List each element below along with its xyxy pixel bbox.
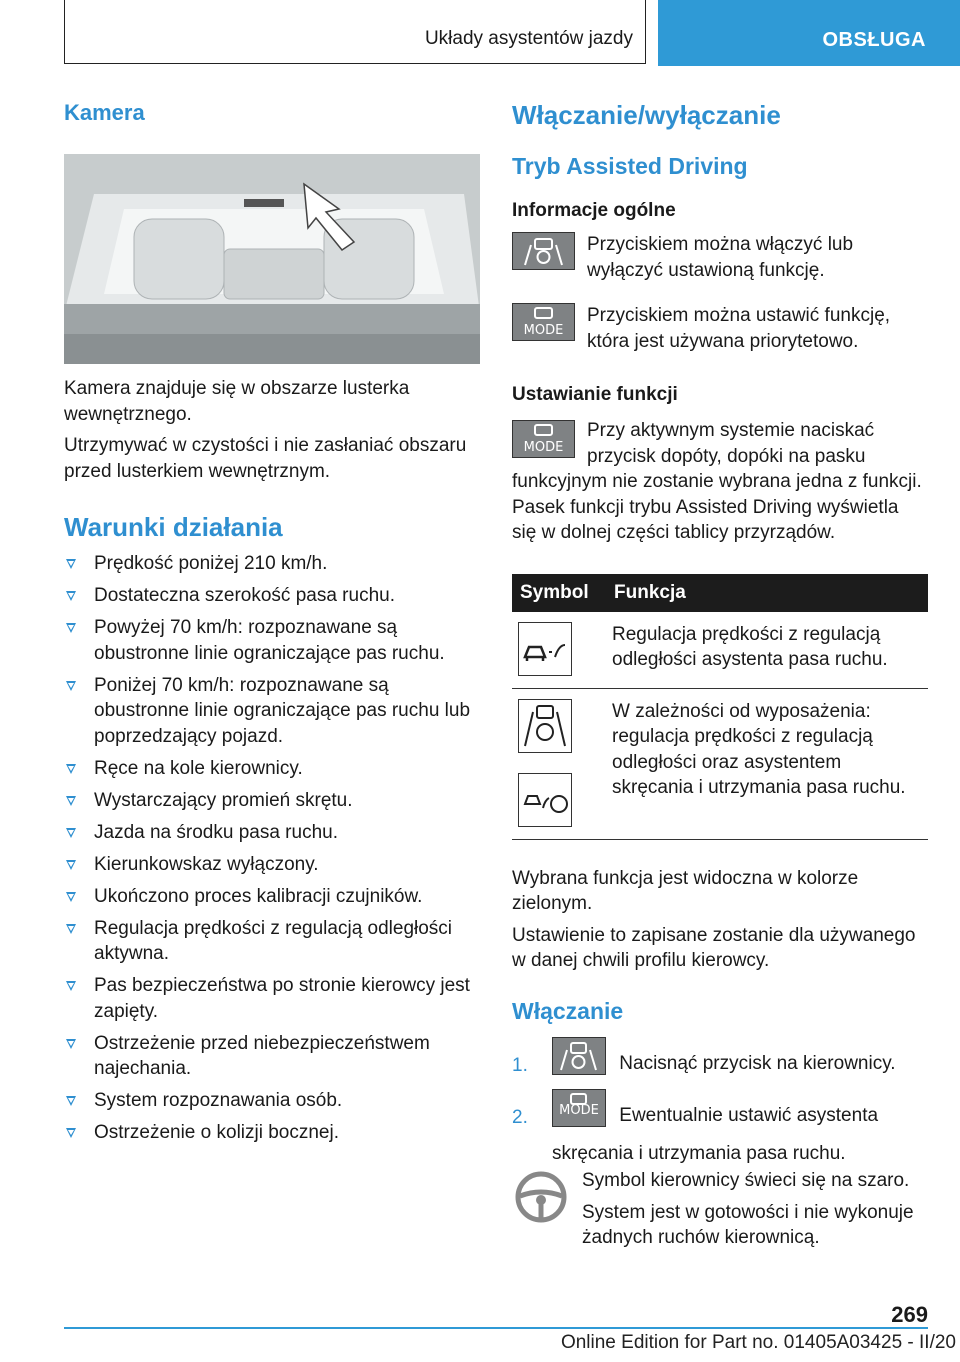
chapter-title: Układy asystentów jazdy — [424, 28, 633, 49]
list-item: Jazda na środku pasa ruchu. — [64, 820, 480, 846]
right-column — [512, 100, 928, 1251]
camera-heading: Kamera — [64, 100, 145, 125]
function-table — [512, 574, 928, 840]
steering-lane-icon — [518, 773, 572, 827]
triangle-bullet-icon — [66, 591, 76, 601]
list-item: Ostrzeżenie przed niebezpieczeństwem najechania. — [64, 1031, 480, 1082]
profile-note: Ustawienie to zapisane zostanie dla używanego w danej chwili profilu kierowcy. — [512, 924, 916, 971]
function-description-1: Regulacja prędkości z regulacją odległości asystenta pasa ruchu. — [606, 612, 928, 689]
triangle-bullet-icon — [66, 796, 76, 806]
steering-wheel-icon — [512, 1168, 570, 1226]
setting-block — [512, 418, 928, 546]
mode-button-icon — [512, 303, 575, 341]
triangle-bullet-icon — [66, 559, 76, 569]
steering-assist-icon — [518, 699, 572, 753]
section-tab-label: OBSŁUGA — [822, 29, 926, 51]
mode-label: MODE — [523, 440, 564, 455]
footer-divider — [64, 1327, 928, 1329]
assist-button-icon — [552, 1037, 606, 1075]
lane-assist-icon — [518, 622, 572, 676]
camera-description: Kamera znajduje się w obszarze lusterka wewnętrznego. — [64, 378, 410, 425]
general-text-1: Przyciskiem można włączyć lub wyłączyć ustawioną funkcję. — [587, 234, 854, 281]
assist-button-icon — [512, 232, 575, 270]
mode-button-icon — [552, 1089, 606, 1127]
col-header-symbol: Symbol — [512, 574, 606, 612]
triangle-bullet-icon — [66, 764, 76, 774]
general-info-heading: Informacje ogólne — [512, 200, 676, 221]
list-item: Prędkość poniżej 210 km/h. — [64, 551, 480, 577]
assisted-driving-heading: Tryb Assisted Driving — [512, 153, 748, 179]
list-item — [512, 1089, 928, 1164]
step-text: Ewentualnie ustawić asystenta skręcania i utrzymania pasa ruchu. — [552, 1104, 879, 1164]
step-number: 2. — [512, 1106, 528, 1128]
footer-edition: Online Edition for Part no. 01405A03425 - II/20 — [560, 1332, 956, 1353]
list-item: Ukończono proces kalibracji czujników. — [64, 884, 480, 910]
step-text: Nacisnąć przycisk na kierownicy. — [619, 1052, 896, 1074]
triangle-bullet-icon — [66, 1096, 76, 1106]
table-row — [512, 612, 928, 689]
switch-on-heading: Włączanie — [512, 997, 624, 1024]
selection-note: Wybrana funkcja jest widoczna w kolorze zielonym. — [512, 867, 859, 914]
col-header-function: Funkcja — [606, 574, 928, 612]
camera-care-note: Utrzymywać w czystości i nie zasłaniać obszaru przed lusterkiem wewnętrznym. — [64, 435, 467, 482]
header-title-box — [64, 0, 646, 64]
table-header-row — [512, 574, 928, 612]
step-number: 1. — [512, 1054, 528, 1076]
conditions-heading: Warunki działania — [64, 512, 283, 542]
camera-location-photo — [64, 154, 480, 364]
triangle-bullet-icon — [66, 681, 76, 691]
triangle-bullet-icon — [66, 981, 76, 991]
mode-label: MODE — [559, 1103, 599, 1118]
list-item: Powyżej 70 km/h: rozpoznawane są obustronne linie ograniczające pas ruchu. — [64, 615, 480, 666]
list-item: Pas bezpieczeństwa po stronie kierowcy jest zapięty. — [64, 973, 480, 1024]
function-description-2: W zależności od wyposażenia: regulacja prędkości z regulacją odległości oraz asystentem skręcania i utrzymania pasa ruchu. — [606, 688, 928, 839]
car-interior-illustration — [64, 154, 480, 364]
setting-text: Przy aktywnym systemie naciskać przycisk dopóty, dopóki na pasku funkcyjnym nie zostanie wybrana jedna z funkcji. Pasek funkcji trybu Assisted Driving wyświetla się w dolnej części tablicy przyrządów. — [512, 420, 922, 543]
list-item: Wystarczający promień skrętu. — [64, 788, 480, 814]
list-item: Kierunkowskaz wyłączony. — [64, 852, 480, 878]
wheel-status-block — [512, 1168, 928, 1251]
list-item: Regulacja prędkości z regulacją odległości aktywna. — [64, 916, 480, 967]
page-number: 269 — [891, 1302, 928, 1327]
general-item-2 — [512, 303, 928, 354]
list-item: Ręce na kole kierownicy. — [64, 756, 480, 782]
mode-button-icon — [512, 420, 575, 458]
switch-on-steps — [512, 1037, 928, 1164]
mode-label: MODE — [523, 323, 564, 338]
list-item: Poniżej 70 km/h: rozpoznawane są obustronne linie ograniczające pas ruchu lub poprzedzający pojazd. — [64, 673, 480, 750]
list-item: Dostateczna szerokość pasa ruchu. — [64, 583, 480, 609]
section-tab[interactable] — [658, 0, 960, 66]
list-item — [512, 1037, 928, 1075]
triangle-bullet-icon — [66, 892, 76, 902]
triangle-bullet-icon — [66, 860, 76, 870]
triangle-bullet-icon — [66, 924, 76, 934]
general-text-2: Przyciskiem można ustawić funkcję, która jest używana priorytetowo. — [587, 305, 891, 352]
left-column — [64, 100, 480, 1152]
table-row — [512, 688, 928, 839]
triangle-bullet-icon — [66, 828, 76, 838]
conditions-list — [64, 551, 480, 1146]
wheel-status-text-2: System jest w gotowości i nie wykonuje żadnych ruchów kierownicą. — [582, 1201, 914, 1248]
triangle-bullet-icon — [66, 1039, 76, 1049]
triangle-bullet-icon — [66, 623, 76, 633]
triangle-bullet-icon — [66, 1128, 76, 1138]
general-item-1 — [512, 232, 928, 283]
on-off-heading: Włączanie/wyłączanie — [512, 100, 781, 130]
setting-heading: Ustawianie funkcji — [512, 384, 678, 405]
list-item: Ostrzeżenie o kolizji bocznej. — [64, 1120, 480, 1146]
wheel-status-text-1: Symbol kierownicy świeci się na szaro. — [582, 1170, 910, 1191]
list-item: System rozpoznawania osób. — [64, 1088, 480, 1114]
